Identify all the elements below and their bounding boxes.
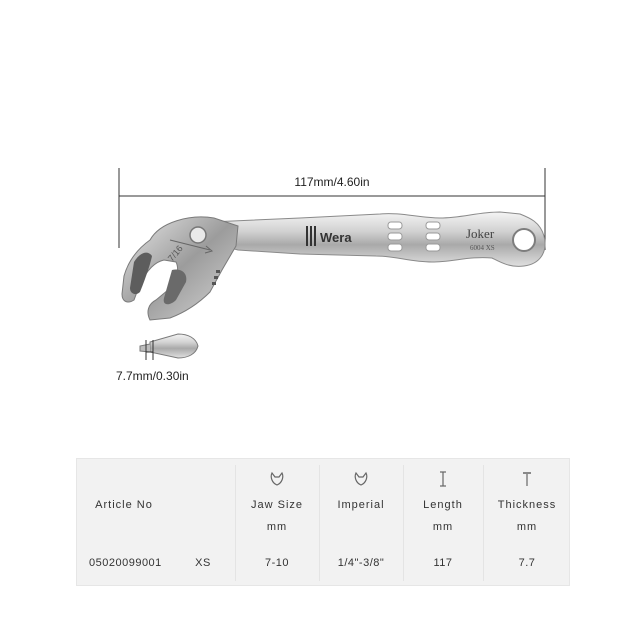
value-thickness: 7.7: [518, 557, 536, 569]
unit-length: mm: [432, 521, 454, 533]
thickness-label: 7.7mm/0.30in: [116, 369, 189, 383]
value-imperial: 1/4"-3/8": [337, 557, 385, 569]
col-article: [77, 459, 171, 587]
unit-jaw-size: mm: [266, 521, 288, 533]
col-thickness: [483, 459, 571, 587]
model-label: Joker: [466, 226, 495, 241]
open-jaw-icon: [354, 471, 368, 487]
value-jaw-size: 7-10: [264, 557, 290, 569]
open-jaw-icon: [270, 471, 284, 487]
brand-label: Wera: [320, 230, 352, 245]
col-length: [403, 459, 483, 587]
unit-thickness: mm: [516, 521, 538, 533]
model-code: 6004 XS: [470, 244, 495, 252]
jaw-scale-marks: 7/16: [165, 243, 185, 264]
spec-table: [76, 458, 570, 586]
value-size: XS: [195, 557, 211, 569]
col-imperial: [319, 459, 403, 587]
side-view: [116, 334, 198, 383]
header-length: Length: [423, 499, 463, 511]
col-size: [171, 459, 235, 587]
length-label: 117mm/4.60in: [294, 175, 370, 189]
wrench: [122, 212, 545, 320]
thickness-icon: [522, 471, 532, 487]
header-article: Article No: [95, 499, 153, 511]
length-icon: [438, 471, 448, 487]
header-thickness: Thickness: [497, 499, 557, 511]
col-jaw-size: [235, 459, 319, 587]
value-article-no: 05020099001: [89, 557, 162, 569]
value-length: 117: [433, 557, 453, 569]
header-imperial: Imperial: [337, 499, 385, 511]
header-jaw-size: Jaw Size: [250, 499, 304, 511]
